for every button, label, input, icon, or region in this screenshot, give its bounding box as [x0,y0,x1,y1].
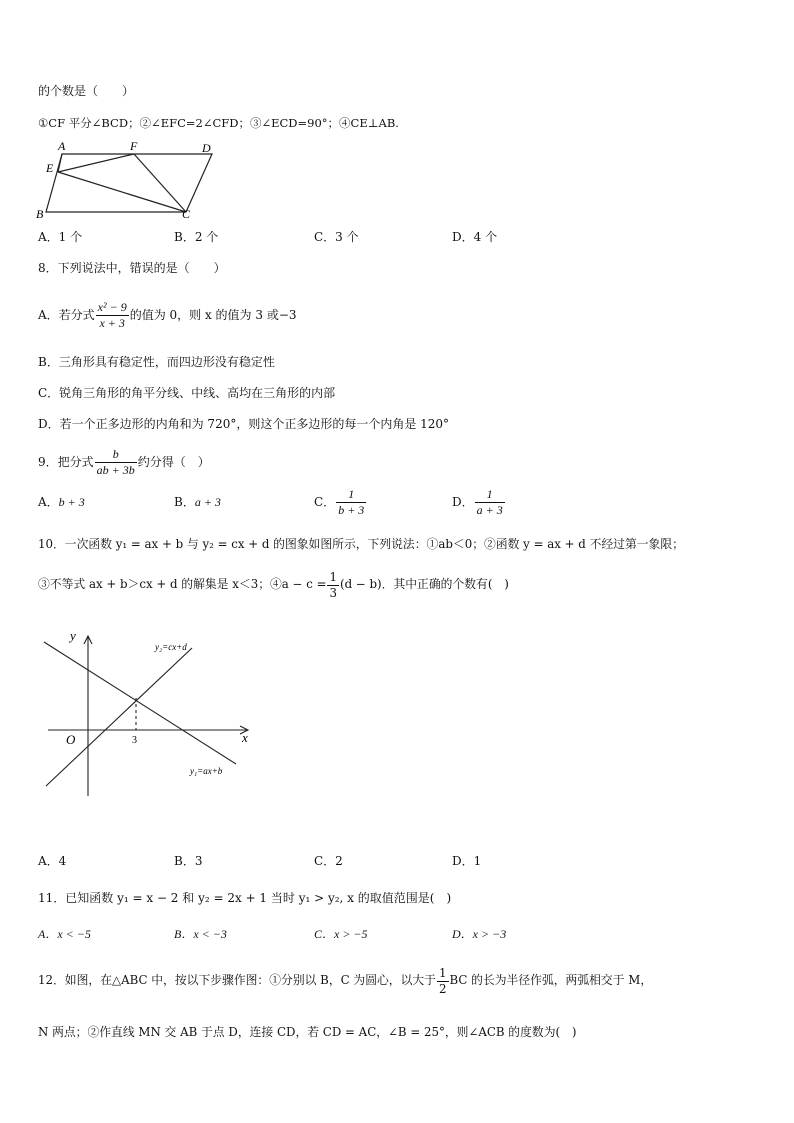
q7-stem-tail: 的个数是（ ） [38,84,135,98]
line-y2-label: y₂=cx+d [155,642,187,652]
q12-line1 [38,964,652,997]
q9-a-label: A． [38,495,59,509]
q9-d-denominator: a + 3 [476,503,503,517]
q8-a-fraction [96,300,129,331]
q10-frac-denominator: 3 [329,585,337,600]
label-a: A [58,139,66,153]
q9-prefix: 9．把分式 [38,455,94,469]
q12-line1-suffix: BC 的长为半径作弧，两弧相交于 M， [449,973,653,987]
q9-c-label: C． [314,495,336,509]
tick-3-label: 3 [132,735,137,746]
q9-d-fraction [475,487,505,518]
q9-suffix: 约分得（ ） [137,455,210,469]
q9-fraction [95,447,137,478]
q10-line2 [38,568,509,601]
q11-stem: 11．已知函数 y₁ = x − 2 和 y₂ = 2x + 1 当时 y₁ > y₂, x 的取值范围是( ) [38,891,452,905]
q9-c-numerator: 1 [336,487,366,503]
q9-option-d [452,486,506,518]
q9-option-a [38,494,85,510]
label-e: E [46,161,54,175]
q7-option-c: C．3 个 [314,230,359,244]
q9-b-value: a + 3 [194,495,221,509]
q8-a-denominator: x + 3 [99,316,125,330]
q10-line1: 10．一次函数 y₁ = ax + b 与 y₂ = cx + d 的图象如图所示，下列说法：①ab＜0；②函数 y = ax + d 不经过第一象限； [38,537,684,551]
q7-statements: ①CF 平分∠BCD；②∠EFC=2∠CFD；③∠ECD=90°；④CE⊥AB. [38,116,399,130]
q8-option-b: B．三角形具有稳定性，而四边形没有稳定性 [38,355,275,369]
q10-fraction [327,570,339,601]
line-y1-label: y₁=ax+b [190,766,223,776]
q10-option-b: B．3 [174,854,203,868]
q12-line2: N 两点；②作直线 MN 交 AB 于点 D，连接 CD，若 CD = AC，∠B = 25°，则∠ACB 的度数为( ) [38,1025,577,1039]
q10-option-d: D．1 [452,854,482,868]
segment-ec [58,172,186,212]
q9-option-c [314,486,367,518]
q11-option-a: A．x < −5 [38,927,91,941]
q8-a-numerator: x² − 9 [97,300,127,314]
y-axis-label: y [70,628,76,643]
label-d: D [202,141,211,155]
q8-a-suffix: 的值为 0，则 x 的值为 3 或−3 [129,308,297,322]
q10-option-a: A．4 [38,854,67,868]
q9-c-fraction [336,487,366,518]
q8-stem: 8．下列说法中，错误的是（ ） [38,261,226,275]
q8-a-prefix: A．若分式 [38,308,95,322]
q8-option-a [38,298,297,332]
q9-option-b [174,494,221,510]
origin-label: O [66,732,76,747]
q9-denominator: ab + 3b [96,463,135,477]
label-b: B [36,207,44,221]
q7-option-d: D．4 个 [452,230,498,244]
q10-line2-suffix: (d − b)．其中正确的个数有( ) [339,577,509,591]
q9-stem [38,445,210,479]
q9-numerator: b [95,447,137,463]
segment-ef [58,154,134,172]
q12-fraction [437,966,449,997]
q8-option-d: D．若一个正多边形的内角和为 720°，则这个正多边形的每一个内角是 120° [38,417,450,431]
q11-option-d: D．x > −3 [452,927,507,941]
label-c: C [182,207,191,221]
q12-frac-denominator: 2 [438,981,447,996]
x-axis-label: x [242,730,248,745]
q7-option-a: A．1 个 [38,230,83,244]
q10-frac-numerator: 1 [329,569,337,584]
q9-a-value: b + 3 [58,495,85,509]
q11-option-b: B．x < −3 [174,927,227,941]
q9-b-label: B． [174,495,195,509]
q8-option-c: C．锐角三角形的角平分线、中线、高均在三角形的内部 [38,386,336,400]
q9-d-numerator: 1 [475,487,505,503]
segment-ae [58,154,62,172]
q12-frac-numerator: 1 [438,965,447,980]
q7-figure [34,138,224,222]
q11-option-c: C．x > −5 [314,927,368,941]
q9-d-label: D． [452,495,474,509]
line-y2 [46,648,192,786]
label-f: F [130,139,138,153]
parallelogram-abcd [46,154,212,212]
q10-option-c: C．2 [314,854,343,868]
q12-line1-prefix: 12．如图，在△ABC 中，按以下步骤作图：①分别以 B，C 为圆心，以大于 [38,973,436,987]
q7-option-b: B．2 个 [174,230,219,244]
q9-c-denominator: b + 3 [338,503,365,517]
q10-line2-prefix: ③不等式 ax + b＞cx + d 的解集是 x＜3；④a − c = [38,577,327,591]
q10-graph [40,626,260,802]
